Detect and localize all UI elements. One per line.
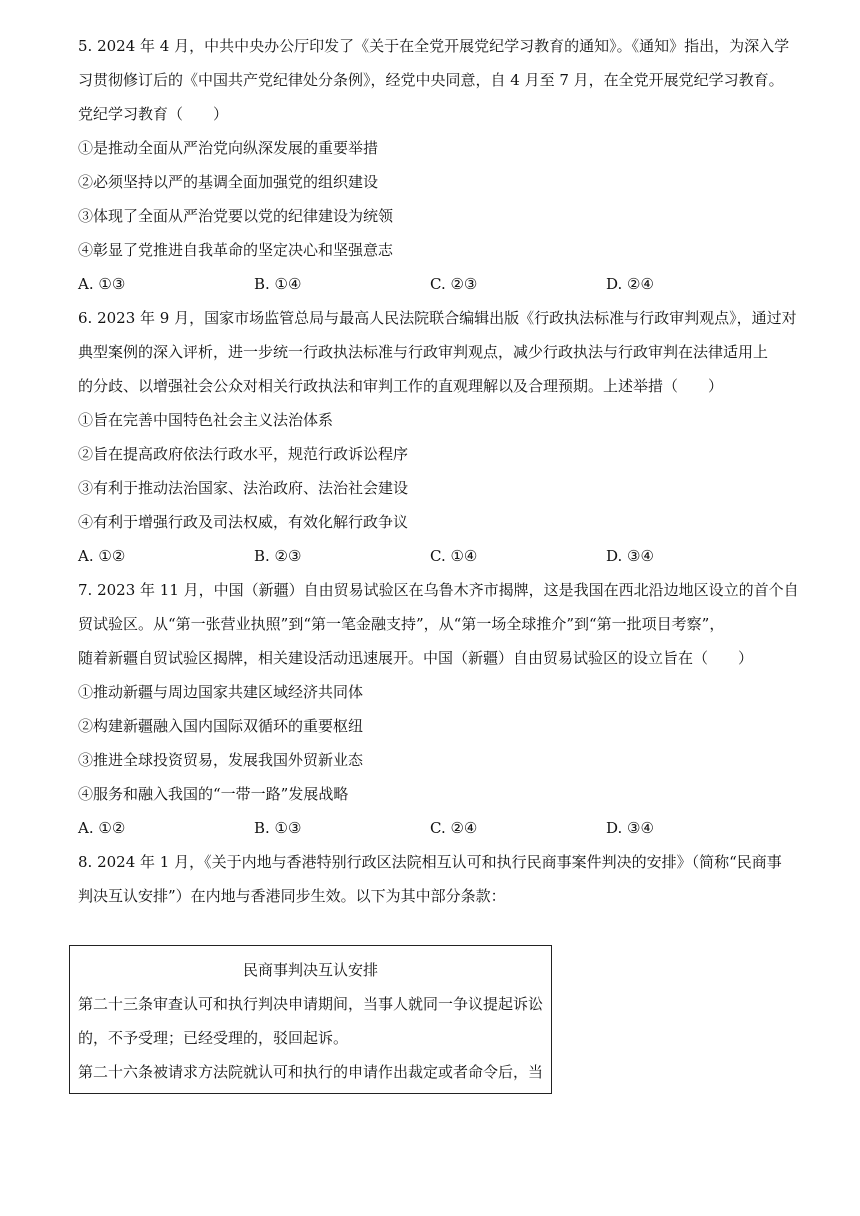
q5-option-b[interactable]: B. ①④ [254,275,302,293]
q7-statement-2: ②构建新疆融入国内国际双循环的重要枢纽 [78,717,364,735]
q6-stem-line-2: 典型案例的深入评析，进一步统一行政执法标准与行政审判观点，减少行政执法与行政审判在法律适用上 [78,343,769,361]
q8-excerpt-line-2: 的，不予受理；已经受理的，驳回起诉。 [78,1029,349,1047]
q8-excerpt-line-1: 第二十三条审查认可和执行判决申请期间，当事人就同一争议提起诉讼 [78,995,544,1013]
q6-option-d[interactable]: D. ③④ [606,547,654,565]
q6-stem-line-1: 6. 2023 年 9 月，国家市场监管总局与最高人民法院联合编辑出版《行政执法标准与行政审判观点》，通过对 [78,309,797,327]
q6-statement-1: ①旨在完善中国特色社会主义法治体系 [78,411,334,429]
q5-stem-line-3: 党纪学习教育（ ） [78,105,229,123]
q8-excerpt-line-3: 第二十六条被请求方法院就认可和执行的申请作出裁定或者命令后，当 [78,1063,544,1081]
q6-option-c[interactable]: C. ①④ [430,547,478,565]
q6-option-b[interactable]: B. ②③ [254,547,302,565]
q7-option-a[interactable]: A. ①② [78,819,126,837]
q7-statement-4: ④服务和融入我国的“一带一路”发展战略 [78,785,349,803]
q8-stem-line-1: 8. 2024 年 1 月，《关于内地与香港特别行政区法院相互认可和执行民商事案件判决的安排》（简称“民商事 [78,853,782,871]
q5-option-a[interactable]: A. ①③ [78,275,126,293]
q6-statement-2: ②旨在提高政府依法行政水平，规范行政诉讼程序 [78,445,409,463]
q7-statement-3: ③推进全球投资贸易，发展我国外贸新业态 [78,751,364,769]
q5-stem-line-2: 习贯彻修订后的《中国共产党纪律处分条例》，经党中央同意，自 4 月至 7 月，在全党开展党纪学习教育。 [78,71,784,89]
q7-stem-line-2: 贸试验区。从“第一张营业执照”到“第一笔金融支持”，从“第一场全球推介”到“第一批项目考察”， [78,615,725,633]
q5-statement-4: ④彰显了党推进自我革命的坚定决心和坚强意志 [78,241,394,259]
q7-option-d[interactable]: D. ③④ [606,819,654,837]
q7-statement-1: ①推动新疆与周边国家共建区域经济共同体 [78,683,364,701]
q6-option-a[interactable]: A. ①② [78,547,126,565]
q5-statement-1: ①是推动全面从严治党向纵深发展的重要举措 [78,139,379,157]
q5-stem-line-1: 5. 2024 年 4 月，中共中央办公厅印发了《关于在全党开展党纪学习教育的通知》。《通知》指出，为深入学 [78,37,790,55]
q6-stem-line-3: 的分歧、以增强社会公众对相关行政执法和审判工作的直观理解以及合理预期。上述举措（ ） [78,377,724,395]
q5-option-d[interactable]: D. ②④ [606,275,654,293]
q7-stem-line-1: 7. 2023 年 11 月，中国（新疆）自由贸易试验区在乌鲁木齐市揭牌，这是我国在西北沿边地区设立的首个自 [78,581,799,599]
q5-option-c[interactable]: C. ②③ [430,275,478,293]
q7-stem-line-3: 随着新疆自贸试验区揭牌，相关建设活动迅速展开。中国（新疆）自由贸易试验区的设立旨在（ ） [78,649,754,667]
q6-statement-3: ③有利于推动法治国家、法治政府、法治社会建设 [78,479,409,497]
q7-option-b[interactable]: B. ①③ [254,819,302,837]
q8-excerpt-box [69,945,552,1094]
q5-statement-3: ③体现了全面从严治党要以党的纪律建设为统领 [78,207,394,225]
q8-excerpt-title: 民商事判决互认安排 [242,961,378,979]
q8-stem-line-2: 判决互认安排”）在内地与香港同步生效。以下为其中部分条款： [78,887,506,905]
q6-statement-4: ④有利于增强行政及司法权威，有效化解行政争议 [78,513,409,531]
q7-option-c[interactable]: C. ②④ [430,819,478,837]
q5-statement-2: ②必须坚持以严的基调全面加强党的组织建设 [78,173,379,191]
